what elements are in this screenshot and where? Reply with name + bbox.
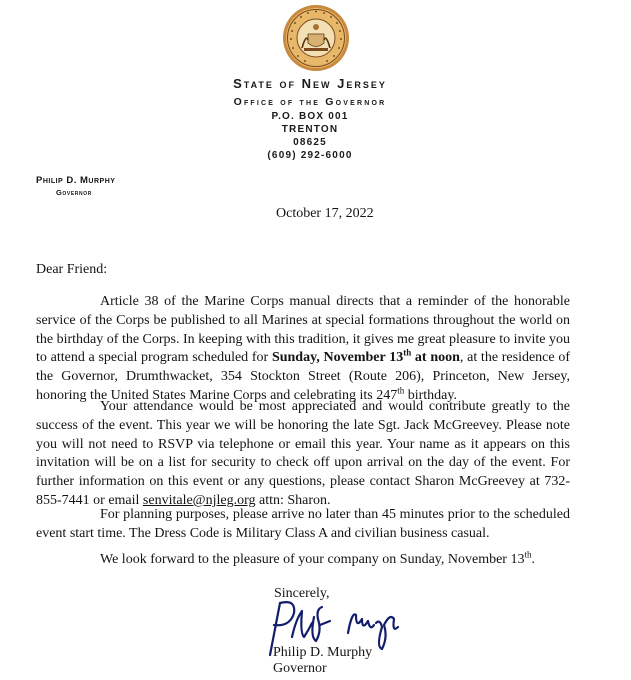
city: TRENTON — [281, 124, 339, 135]
signer-name: Philip D. Murphy — [273, 645, 373, 660]
paragraph-attendance: Your attendance would be most appreciated and would contribute greatly to the success of the event. This year we will be honoring the late Sgt. Jack McGreevey. Please note you will not need to RSVP via telephone or email this year. Your name as it appears on this invitation will be on a list for security to check off upon arrival on the day of the event. For further information on this event or any questions, please contact Sharon McGreevey at 732-855-7441 or email senvitale@njleg.org attn: Sharon. — [36, 399, 570, 508]
salutation: Dear Friend: — [36, 262, 108, 277]
paragraph-invitation: Article 38 of the Marine Corps manual directs that a reminder of the honorable service of the Corps be published to all Marines at special formations throughout the world on the birthday of the Corps. In keeping with this tradition, it gives me great pleasure to invite you to attend a special program scheduled for Sunday, November 13th at noon, at the residence of the Governor, Drumthwacket, 354 Stockton Street (Route 206), Princeton, New Jersey, honoring the United States Marine Corps and celebrating its 247th birthday. — [36, 294, 570, 403]
contact-email-link[interactable]: senvitale@njleg.org — [142, 492, 256, 508]
office-name: Office of the Governor — [233, 96, 387, 108]
letter-date: October 17, 2022 — [276, 206, 374, 221]
signer-title: Governor — [273, 661, 327, 676]
phone-number: (609) 292-6000 — [267, 150, 353, 161]
po-box: P.O. BOX 001 — [271, 111, 349, 122]
paragraph-closing: We look forward to the pleasure of your company on Sunday, November 13th. — [100, 549, 535, 567]
zip-code: 08625 — [293, 137, 327, 148]
closing-sincerely: Sincerely, — [274, 586, 330, 601]
paragraph-planning: For planning purposes, please arrive no later than 45 minutes prior to the scheduled event start time. The Dress Code is Military Class A and civilian business casual. — [36, 507, 570, 541]
sender-name: Philip D. Murphy — [36, 175, 116, 186]
state-name: State of New Jersey — [233, 76, 387, 91]
state-seal-icon — [282, 4, 350, 72]
sender-title: Governor — [56, 188, 92, 197]
